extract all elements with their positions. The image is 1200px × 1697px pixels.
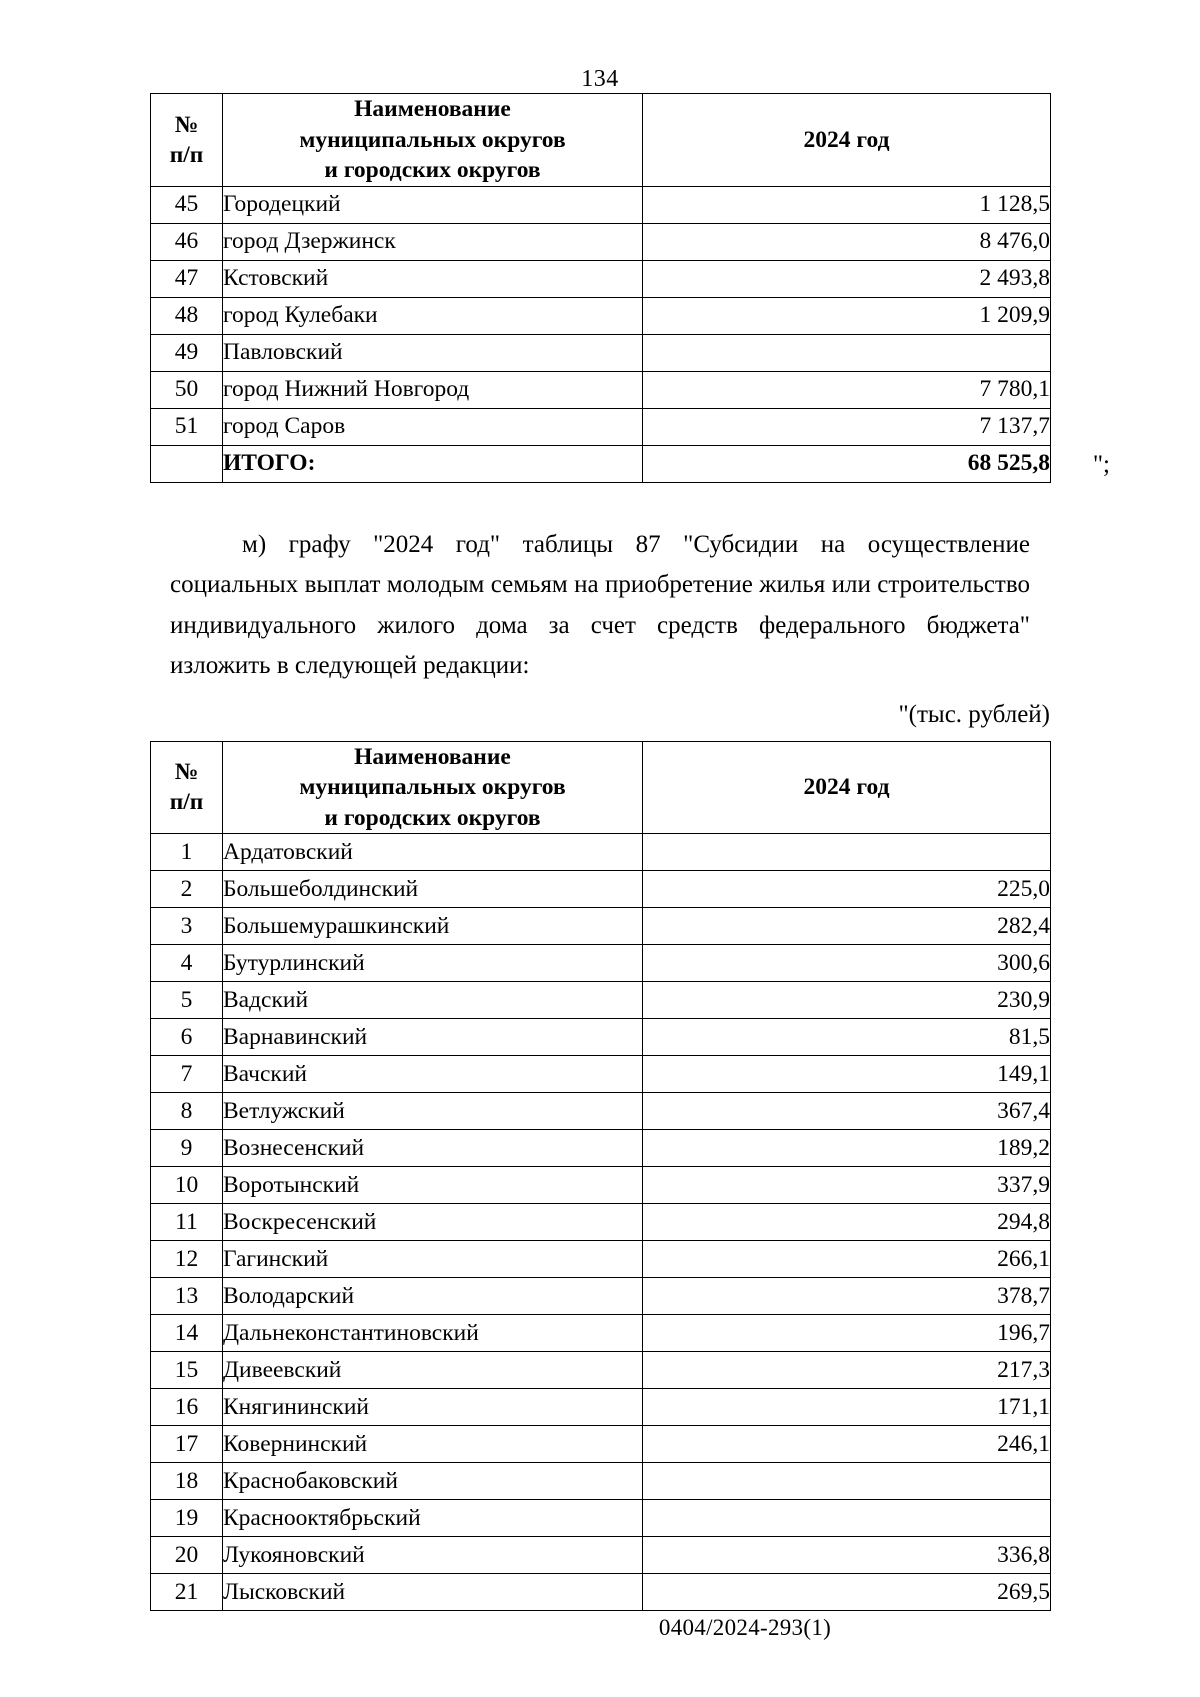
cell-row-number: 2 [151, 871, 223, 908]
table-2-head [151, 741, 1051, 834]
cell-municipality-name: Володарский [223, 1278, 643, 1315]
cell-municipality-name: Вачский [223, 1056, 643, 1093]
table-row [151, 186, 1051, 223]
header-row-number [151, 94, 223, 187]
cell-row-number: 7 [151, 1056, 223, 1093]
page-number: 134 [581, 66, 619, 92]
cell-value-2024 [643, 1463, 1051, 1500]
cell-municipality-name: Кстовский [223, 260, 643, 297]
cell-value-2024 [643, 834, 1051, 871]
table-row [151, 1167, 1051, 1204]
table-header-row [151, 94, 1051, 187]
table-row [151, 408, 1051, 445]
table-header-row [151, 741, 1051, 834]
page-footer [0, 1615, 1200, 1641]
cell-municipality-name: город Нижний Новгород [223, 371, 643, 408]
cell-municipality-name: Краснобаковский [223, 1463, 643, 1500]
cell-row-number: 11 [151, 1204, 223, 1241]
table-row [151, 945, 1051, 982]
cell-value-2024: 8 476,0 [643, 223, 1051, 260]
cell-row-number: 46 [151, 223, 223, 260]
cell-municipality-name: город Дзержинск [223, 223, 643, 260]
cell-municipality-name: Воскресенский [223, 1204, 643, 1241]
header-row-number-line2: п/п [169, 789, 204, 816]
cell-municipality-name: Лысковский [223, 1574, 643, 1611]
cell-municipality-name: Лукояновский [223, 1537, 643, 1574]
cell-value-2024: 7 137,7 [643, 408, 1051, 445]
footer-document-code: 0404/2024-293(1) [658, 1615, 832, 1640]
header-row-number [151, 741, 223, 834]
table-row [151, 1278, 1051, 1315]
cell-value-2024: 1 128,5 [643, 186, 1051, 223]
cell-row-number [151, 445, 223, 482]
cell-value-2024: 337,9 [643, 1167, 1051, 1204]
cell-value-2024: 225,0 [643, 871, 1051, 908]
table-2-wrapper [150, 741, 1050, 1612]
header-row-number-line1: № [174, 759, 199, 786]
cell-row-number: 14 [151, 1315, 223, 1352]
cell-value-2024 [643, 1500, 1051, 1537]
header-name-line1: Наименование [354, 96, 511, 122]
cell-value-2024: 68 525,8 [643, 445, 1051, 482]
cell-value-2024: 367,4 [643, 1093, 1051, 1130]
subsidy-table-1 [150, 93, 1051, 483]
header-year-2024: 2024 год [643, 94, 1051, 187]
table-1-head [151, 94, 1051, 187]
table-row [151, 1241, 1051, 1278]
cell-value-2024: 149,1 [643, 1056, 1051, 1093]
units-note: "(тыс. рублей) [898, 700, 1050, 728]
cell-value-2024: 300,6 [643, 945, 1051, 982]
closing-quote-mark: "; [1092, 450, 1110, 478]
cell-value-2024: 246,1 [643, 1426, 1051, 1463]
table-2-body [151, 834, 1051, 1611]
header-row-number-line2: п/п [169, 141, 204, 168]
table-row [151, 260, 1051, 297]
cell-municipality-name: город Кулебаки [223, 297, 643, 334]
header-row-number-line1: № [174, 111, 199, 138]
table-row [151, 223, 1051, 260]
table-row [151, 1056, 1051, 1093]
cell-row-number: 18 [151, 1463, 223, 1500]
cell-value-2024: 2 493,8 [643, 260, 1051, 297]
table-row [151, 1463, 1051, 1500]
table-row [151, 1093, 1051, 1130]
cell-municipality-name: Ардатовский [223, 834, 643, 871]
table-row [151, 1574, 1051, 1611]
cell-value-2024: 196,7 [643, 1315, 1051, 1352]
cell-value-2024: 269,5 [643, 1574, 1051, 1611]
cell-row-number: 6 [151, 1019, 223, 1056]
cell-value-2024: 378,7 [643, 1278, 1051, 1315]
header-municipality-name [223, 741, 643, 834]
header-name-line1: Наименование [354, 743, 511, 770]
cell-row-number: 12 [151, 1241, 223, 1278]
table-row [151, 1389, 1051, 1426]
cell-row-number: 4 [151, 945, 223, 982]
cell-row-number: 21 [151, 1574, 223, 1611]
cell-row-number: 5 [151, 982, 223, 1019]
cell-municipality-name: ИТОГО: [223, 445, 643, 482]
cell-municipality-name: Бутурлинский [223, 945, 643, 982]
cell-row-number: 13 [151, 1278, 223, 1315]
table-row [151, 1315, 1051, 1352]
header-name-line2: муниципальных округов [299, 126, 566, 153]
cell-municipality-name: Городецкий [223, 186, 643, 223]
cell-municipality-name: Ветлужский [223, 1093, 643, 1130]
cell-municipality-name: Павловский [223, 334, 643, 371]
cell-row-number: 17 [151, 1426, 223, 1463]
cell-municipality-name: город Саров [223, 408, 643, 445]
table-row [151, 297, 1051, 334]
cell-value-2024: 336,8 [643, 1537, 1051, 1574]
cell-row-number: 47 [151, 260, 223, 297]
cell-municipality-name: Варнавинский [223, 1019, 643, 1056]
header-name-line3: и городских округов [324, 157, 541, 184]
table-total-row [151, 445, 1051, 482]
cell-row-number: 16 [151, 1389, 223, 1426]
table-1-body [151, 186, 1051, 482]
cell-row-number: 15 [151, 1352, 223, 1389]
table-row [151, 1537, 1051, 1574]
table-row [151, 1500, 1051, 1537]
table-row [151, 334, 1051, 371]
cell-row-number: 49 [151, 334, 223, 371]
table-row [151, 982, 1051, 1019]
cell-value-2024: 189,2 [643, 1130, 1051, 1167]
cell-value-2024 [643, 334, 1051, 371]
table-row [151, 908, 1051, 945]
cell-row-number: 9 [151, 1130, 223, 1167]
table-row [151, 834, 1051, 871]
cell-municipality-name: Воротынский [223, 1167, 643, 1204]
cell-row-number: 50 [151, 371, 223, 408]
cell-row-number: 45 [151, 186, 223, 223]
cell-municipality-name: Ковернинский [223, 1426, 643, 1463]
cell-value-2024: 266,1 [643, 1241, 1051, 1278]
cell-value-2024: 171,1 [643, 1389, 1051, 1426]
cell-value-2024: 7 780,1 [643, 371, 1051, 408]
cell-row-number: 48 [151, 297, 223, 334]
table-row [151, 371, 1051, 408]
cell-value-2024: 81,5 [643, 1019, 1051, 1056]
table-row [151, 1019, 1051, 1056]
table-row [151, 1426, 1051, 1463]
cell-value-2024: 217,3 [643, 1352, 1051, 1389]
header-name-line2: муниципальных округов [299, 774, 566, 801]
table-row [151, 871, 1051, 908]
cell-row-number: 20 [151, 1537, 223, 1574]
cell-value-2024: 282,4 [643, 908, 1051, 945]
table-row [151, 1130, 1051, 1167]
cell-row-number: 8 [151, 1093, 223, 1130]
cell-row-number: 51 [151, 408, 223, 445]
table-1-wrapper [150, 93, 1110, 483]
header-year-2024: 2024 год [643, 741, 1051, 834]
table-row [151, 1352, 1051, 1389]
cell-municipality-name: Краснооктябрьский [223, 1500, 643, 1537]
cell-municipality-name: Дивеевский [223, 1352, 643, 1389]
cell-value-2024: 230,9 [643, 982, 1051, 1019]
header-municipality-name [223, 94, 643, 187]
cell-value-2024: 1 209,9 [643, 297, 1051, 334]
table-row [151, 1204, 1051, 1241]
cell-municipality-name: Гагинский [223, 1241, 643, 1278]
header-name-line3: и городских округов [324, 804, 541, 831]
cell-row-number: 10 [151, 1167, 223, 1204]
cell-municipality-name: Вадский [223, 982, 643, 1019]
cell-row-number: 1 [151, 834, 223, 871]
cell-municipality-name: Большеболдинский [223, 871, 643, 908]
amendment-paragraph: м) графу "2024 год" таблицы 87 "Субсидии на осуществление социальных выплат молодым семьям на приобретение жилья или строительство индивидуального жилого дома за счет средств федерального бюджета" изложить в следующей редакции: [170, 530, 1030, 680]
cell-municipality-name: Княгининский [223, 1389, 643, 1426]
cell-municipality-name: Вознесенский [223, 1130, 643, 1167]
cell-municipality-name: Дальнеконстантиновский [223, 1315, 643, 1352]
cell-row-number: 19 [151, 1500, 223, 1537]
subsidy-table-2 [150, 741, 1051, 1612]
cell-value-2024: 294,8 [643, 1204, 1051, 1241]
cell-row-number: 3 [151, 908, 223, 945]
spacer [0, 729, 1200, 741]
cell-municipality-name: Большемурашкинский [223, 908, 643, 945]
